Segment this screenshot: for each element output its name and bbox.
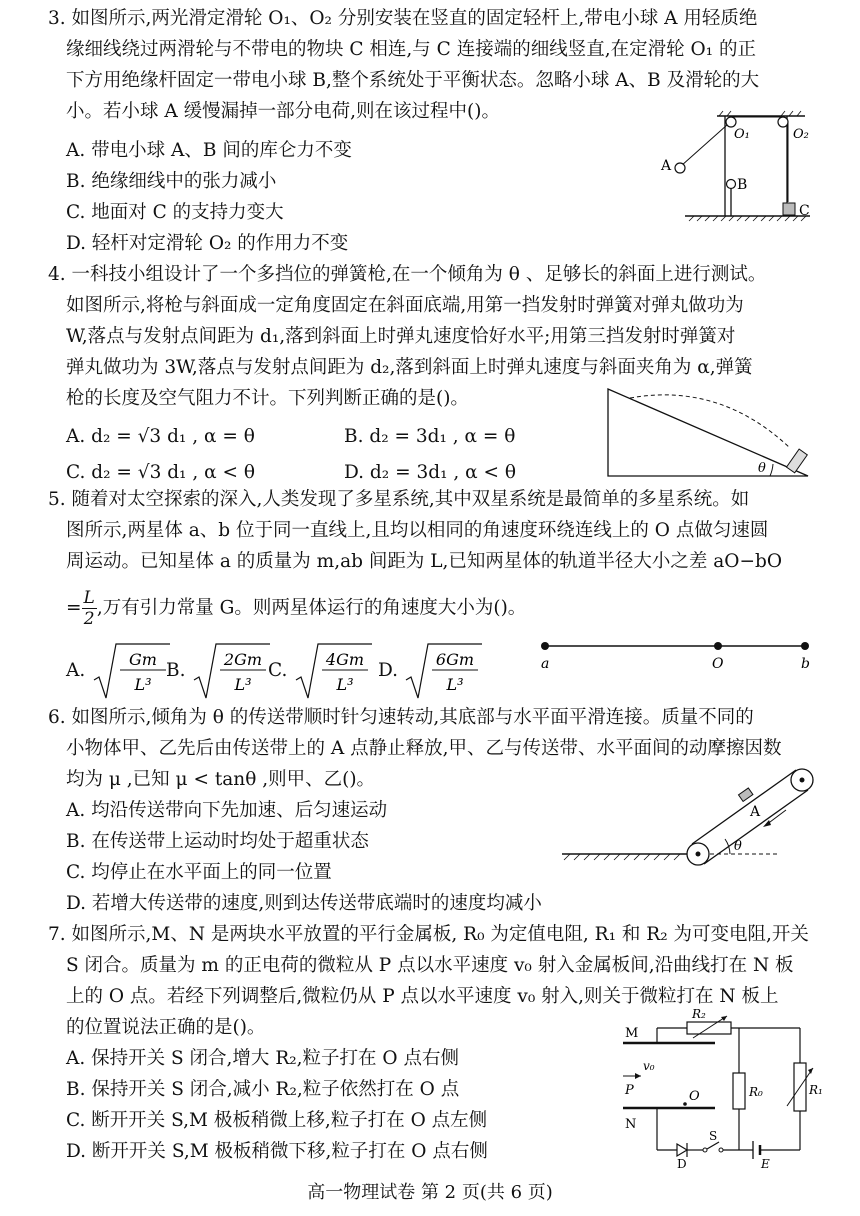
page-footer: 高一物理试卷 第 2 页(共 6 页): [307, 1182, 553, 1203]
q5-radical-denominator: L³: [336, 675, 354, 694]
q5-line-4-text: ,万有引力常量 G。则两星体运行的角速度大小为()。: [96, 597, 527, 619]
q6-option-c: C. 均停止在水平面上的同一位置: [66, 862, 332, 883]
q5-eq-sign: =: [66, 597, 82, 619]
q5-option-radical: [404, 640, 484, 704]
q3-line-3: 下方用绝缘杆固定一带电小球 B,整个系统处于平衡状态。忽略小球 A、B 及滑轮的大: [66, 70, 760, 91]
q7-line-1: 7. 如图所示,M、N 是两块水平放置的平行金属板, R₀ 为定值电阻, R₁ 和 R₂ 为可变电阻,开关: [48, 924, 809, 945]
q3-line-1: 3. 如图所示,两光滑定滑轮 O₁、O₂ 分别安装在竖直的固定轻杆上,带电小球 A 用轻质绝: [48, 8, 758, 29]
q4-line-1: 4. 一科技小组设计了一个多挡位的弹簧枪,在一个倾角为 θ 、足够长的斜面上进行测试。: [48, 264, 767, 285]
q6-line-2: 小物体甲、乙先后由传送带上的 A 点静止释放,甲、乙与传送带、水平面间的动摩擦因数: [66, 738, 782, 759]
q4-option-a: A. d₂ = √3 d₁ , α = θ: [66, 426, 255, 447]
label-o1: O₁: [734, 127, 750, 142]
q6-option-a: A. 均沿传送带向下先加速、后匀速运动: [66, 800, 388, 821]
q5-line-4: [66, 588, 526, 629]
label-n: N: [625, 1117, 637, 1132]
q5-line-1: 5. 随着对太空探索的深入,人类发现了多星系统,其中双星系统是最简单的多星系统。如: [48, 489, 750, 510]
q5-option-radical: [294, 640, 374, 704]
label-theta: θ: [758, 461, 766, 476]
q5-radical-denominator: L³: [234, 675, 252, 694]
q5-line-3: 周运动。已知星体 a 的质量为 m,ab 间距为 L,已知两星体的轨道半径大小之差 aO−bO: [66, 551, 782, 572]
q7-line-4: 的位置说法正确的是()。: [66, 1017, 266, 1038]
q5-option-radical: [92, 640, 172, 704]
q7-option-a: A. 保持开关 S 闭合,增大 R₂,粒子打在 O 点右侧: [66, 1048, 459, 1069]
q5-radical-numerator: Gm: [129, 650, 157, 669]
label-m: M: [625, 1026, 639, 1041]
q5-frac-den: 2: [83, 609, 95, 629]
q5-frac-num: L: [83, 588, 95, 608]
label-o: O: [689, 1089, 700, 1104]
q7-option-c: C. 断开开关 S,M 极板稍微上移,粒子打在 O 点左侧: [66, 1110, 488, 1131]
q6-line-3: 均为 μ ,已知 μ < tanθ ,则甲、乙()。: [66, 769, 376, 790]
label-r0: R₀: [749, 1085, 763, 1099]
q5-line-2: 图所示,两星体 a、b 位于同一直线上,且均以相同的角速度环绕连线上的 O 点做匀速圆: [66, 520, 769, 541]
q7-line-2: S 闭合。质量为 m 的正电荷的微粒从 P 点以水平速度 v₀ 射入金属板间,沿曲线打在 N 板: [66, 955, 794, 976]
q5-radical-numerator: 6Gm: [435, 650, 475, 669]
q5-radical-numerator: 2Gm: [223, 650, 263, 669]
q4-line-5: 枪的长度及空气阻力不计。下列判断正确的是()。: [66, 388, 469, 409]
q5-options: [66, 640, 526, 704]
label-a: A: [661, 158, 672, 174]
q3-line-4: 小。若小球 A 缓慢漏掉一部分电荷,则在该过程中()。: [66, 101, 500, 122]
q3-line-2: 缘细线绕过两滑轮与不带电的物块 C 相连,与 C 连接端的细线竖直,在定滑轮 O₁ 的正: [66, 39, 756, 60]
q7-line-3: 上的 O 点。若经下列调整后,微粒仍从 P 点以水平速度 v₀ 射入,则关于微粒打在 N 板上: [66, 986, 779, 1007]
q4-option-b: B. d₂ = 3d₁ , α = θ: [344, 426, 516, 447]
label-r1: R₁: [809, 1083, 823, 1097]
q4-option-c: C. d₂ = √3 d₁ , α < θ: [66, 462, 256, 483]
q3-option-c: C. 地面对 C 的支持力变大: [66, 202, 284, 223]
q5-option-letter: D.: [378, 660, 399, 681]
q4-option-d: D. d₂ = 3d₁ , α < θ: [344, 462, 517, 483]
q6-option-b: B. 在传送带上运动时均处于超重状态: [66, 831, 369, 852]
label-e: E: [761, 1157, 770, 1168]
label-b: B: [737, 177, 748, 193]
q7-option-b: B. 保持开关 S 闭合,减小 R₂,粒子依然打在 O 点: [66, 1079, 460, 1100]
q4-line-3: W,落点与发射点间距为 d₁,落到斜面上时弹丸速度恰好水平;用第三挡发射时弹簧对: [66, 326, 736, 347]
label-p: P: [625, 1083, 634, 1098]
q3-option-a: A. 带电小球 A、B 间的库仑力不变: [66, 140, 352, 161]
q5-option-letter: A.: [66, 660, 86, 681]
label-a: a: [541, 656, 550, 672]
q4-line-2: 如图所示,将枪与斜面成一定角度固定在斜面底端,用第一挡发射时弹簧对弹丸做功为: [66, 295, 744, 316]
label-o2: O₂: [793, 127, 809, 142]
label-s: S: [709, 1129, 718, 1143]
q6-option-d: D. 若增大传送带的速度,则到达传送带底端时的速度均减小: [66, 893, 542, 914]
label-c: C: [799, 203, 810, 219]
label-a: A: [750, 804, 761, 820]
q4-incline-diagram: [600, 384, 820, 484]
q3-pulley-diagram: [655, 108, 820, 228]
label-o: O: [712, 656, 724, 672]
q5-option-letter: B.: [166, 660, 186, 681]
q7-circuit-diagram: [615, 1008, 830, 1168]
q3-option-b: B. 绝缘细线中的张力减小: [66, 171, 277, 192]
q5-radical-numerator: 4Gm: [325, 650, 365, 669]
label-d: D: [677, 1157, 687, 1168]
q6-line-1: 6. 如图所示,倾角为 θ 的传送带顺时针匀速转动,其底部与水平面平滑连接。质量不同的: [48, 707, 754, 728]
label-v0: v₀: [643, 1059, 655, 1073]
label-b: b: [801, 656, 810, 672]
q5-fraction: [82, 588, 97, 629]
q7-option-d: D. 断开开关 S,M 极板稍微下移,粒子打在 O 点右侧: [66, 1141, 488, 1162]
q5-option-radical: [192, 640, 272, 704]
q5-radical-denominator: L³: [134, 675, 152, 694]
q4-line-4: 弹丸做功为 3W,落点与发射点间距为 d₂,落到斜面上时弹丸速度与斜面夹角为 α,弹簧: [66, 357, 753, 378]
label-theta: θ: [734, 839, 742, 854]
q3-option-d: D. 轻杆对定滑轮 O₂ 的作用力不变: [66, 233, 349, 254]
q6-conveyor-diagram: [558, 758, 820, 870]
q5-option-letter: C.: [268, 660, 288, 681]
label-r2: R₂: [692, 1008, 706, 1021]
q5-binary-star-diagram: [535, 638, 825, 674]
q5-radical-denominator: L³: [446, 675, 464, 694]
